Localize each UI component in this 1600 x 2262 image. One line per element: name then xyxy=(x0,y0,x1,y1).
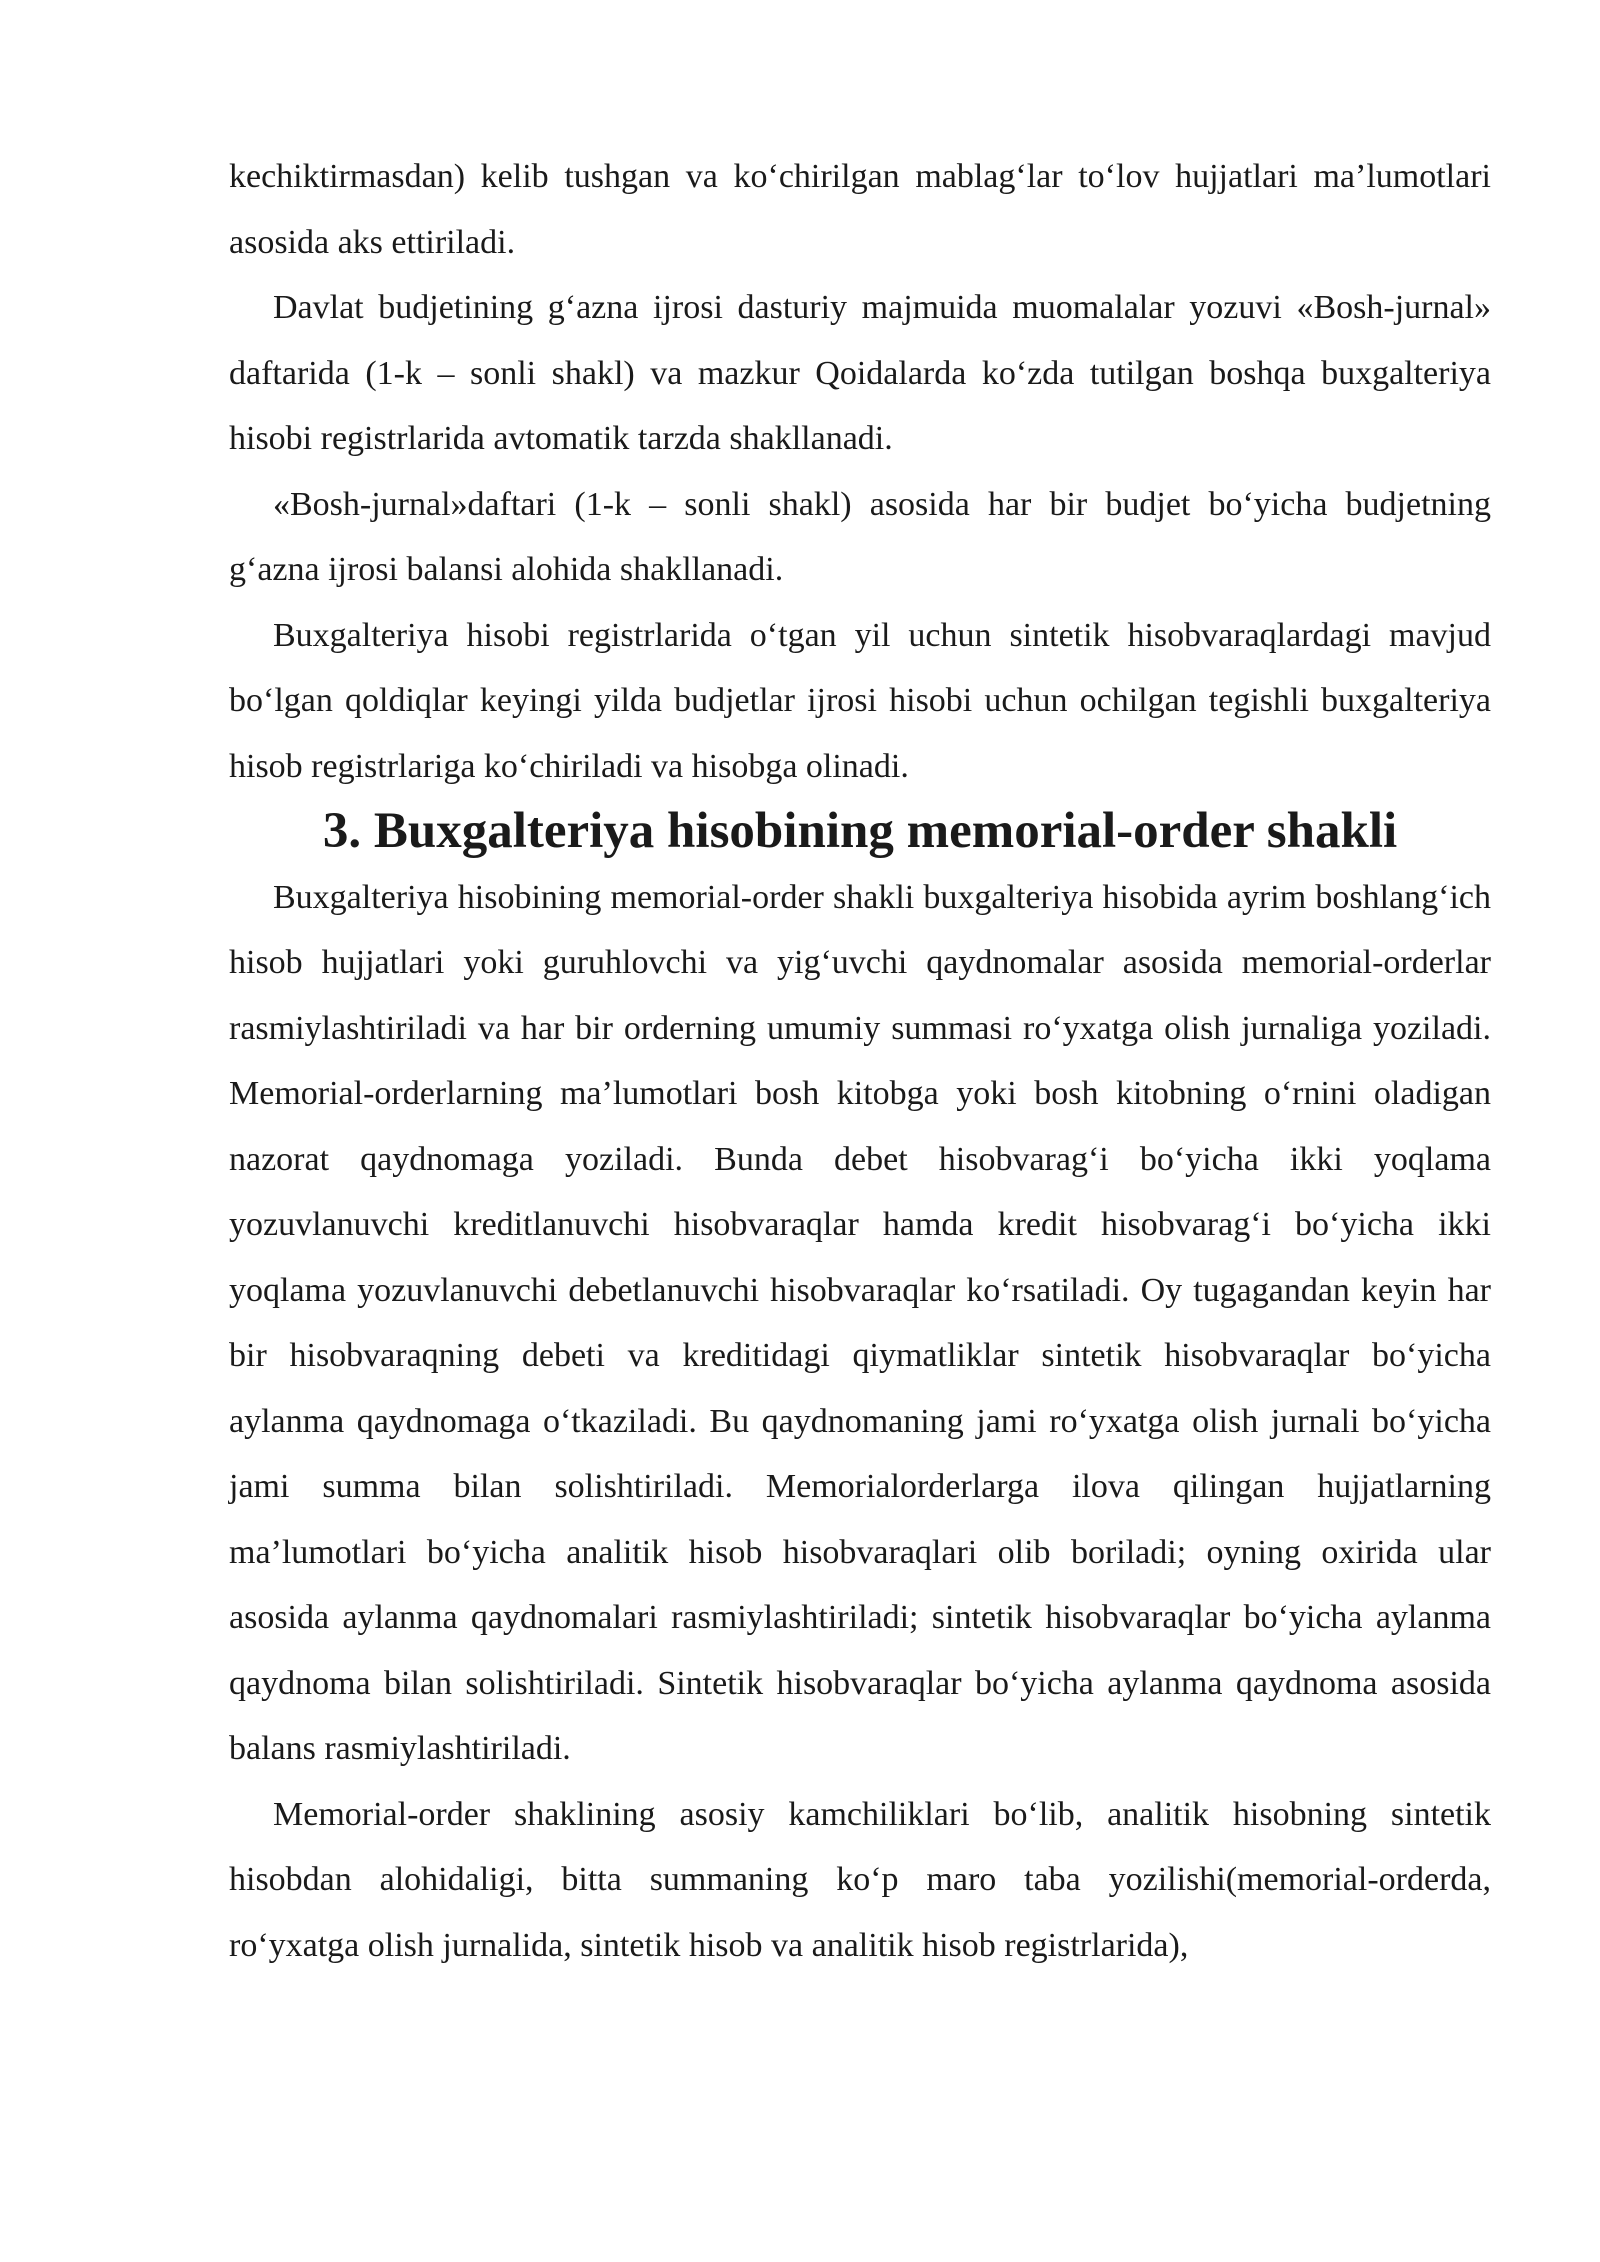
paragraph-qoldiqlar: Buxgalteriya hisobi registrlarida o‘tgan yil uchun sintetik hisobvaraqlardagi mavjud bo‘lgan qoldiqlar keyingi yilda budjetlar ijrosi hisobi uchun ochilgan tegishli buxgalteriya hisob registrlariga ko‘chiriladi va hisobga olinadi. xyxy=(229,616,1491,785)
paragraph-balans: «Bosh-jurnal»daftari (1-k – sonli shakl) asosida har bir budjet bo‘yicha budjetning g‘azna ijrosi balansi alohida shakllanadi. xyxy=(229,485,1491,588)
paragraph-continuation: kechiktirmasdan) kelib tushgan va ko‘chirilgan mablag‘lar to‘lov hujjatlari ma’lumotlari asosida aks ettiriladi. xyxy=(229,158,1491,261)
document-page xyxy=(229,144,1491,1978)
paragraph-bosh-jurnal: Davlat budjetining g‘azna ijrosi dasturiy majmuida muomalalar yozuvi «Bosh-jurnal» daftarida (1-k – sonli shakl) va mazkur Qoidalarda ko‘zda tutilgan boshqa buxgalteriya hisobi registrlarida avtomatik tarzda shakllanadi. xyxy=(229,289,1491,457)
paragraph-memorial-order: Buxgalteriya hisobining memorial-order shakli buxgalteriya hisobida ayrim boshlang‘ich hisob hujjatlari yoki guruhlovchi va yig‘uvchi qaydnomalar asosida memorial-orderlar rasmiylashtiriladi va har bir orderning umumiy summasi ro‘yxatga olish jurnaliga yoziladi. Memorial-orderlarning ma’lumotlari bosh kitobga yoki bosh kitobning o‘rnini oladigan nazorat qaydnomaga yoziladi. Bunda debet hisobvarag‘i bo‘yicha ikki yoqlama yozuvlanuvchi kreditlanuvchi hisobvaraqlar hamda kredit hisobvarag‘i bo‘yicha ikki yoqlama yozuvlanuvchi debetlanuvchi hisobvaraqlar ko‘rsatiladi. Oy tugagandan keyin har bir hisobvaraqning debeti va kreditidagi qiymatliklar sintetik hisobvaraqlar bo‘yicha aylanma qaydnomaga o‘tkaziladi. Bu qaydnomaning jami ro‘yxatga olish jurnali bo‘yicha jami summa bilan solishtiriladi. Memorialorderlarga ilova qilingan hujjatlarning ma’lumotlari bo‘yicha analitik hisob hisobvaraqlari olib boriladi; oyning oxirida ular asosida aylanma qaydnomalari rasmiylashtiriladi; sintetik hisobvaraqlar bo‘yicha aylanma qaydnoma bilan solishtiriladi. Sintetik hisobvaraqlar bo‘yicha aylanma qaydnoma asosida balans rasmiylashtiriladi. xyxy=(229,878,1491,1767)
section-heading: 3. Buxgalteriya hisobining memorial-order shakli xyxy=(322,803,1398,859)
paragraph-kamchiliklar: Memorial-order shaklining asosiy kamchiliklari bo‘lib, analitik hisobning sintetik hisobdan alohidaligi, bitta summaning ko‘p maro taba yozilishi(memorial-orderda, ro‘yxatga olish jurnalida, sintetik hisob va analitik hisob registrlarida), xyxy=(229,1795,1491,1964)
